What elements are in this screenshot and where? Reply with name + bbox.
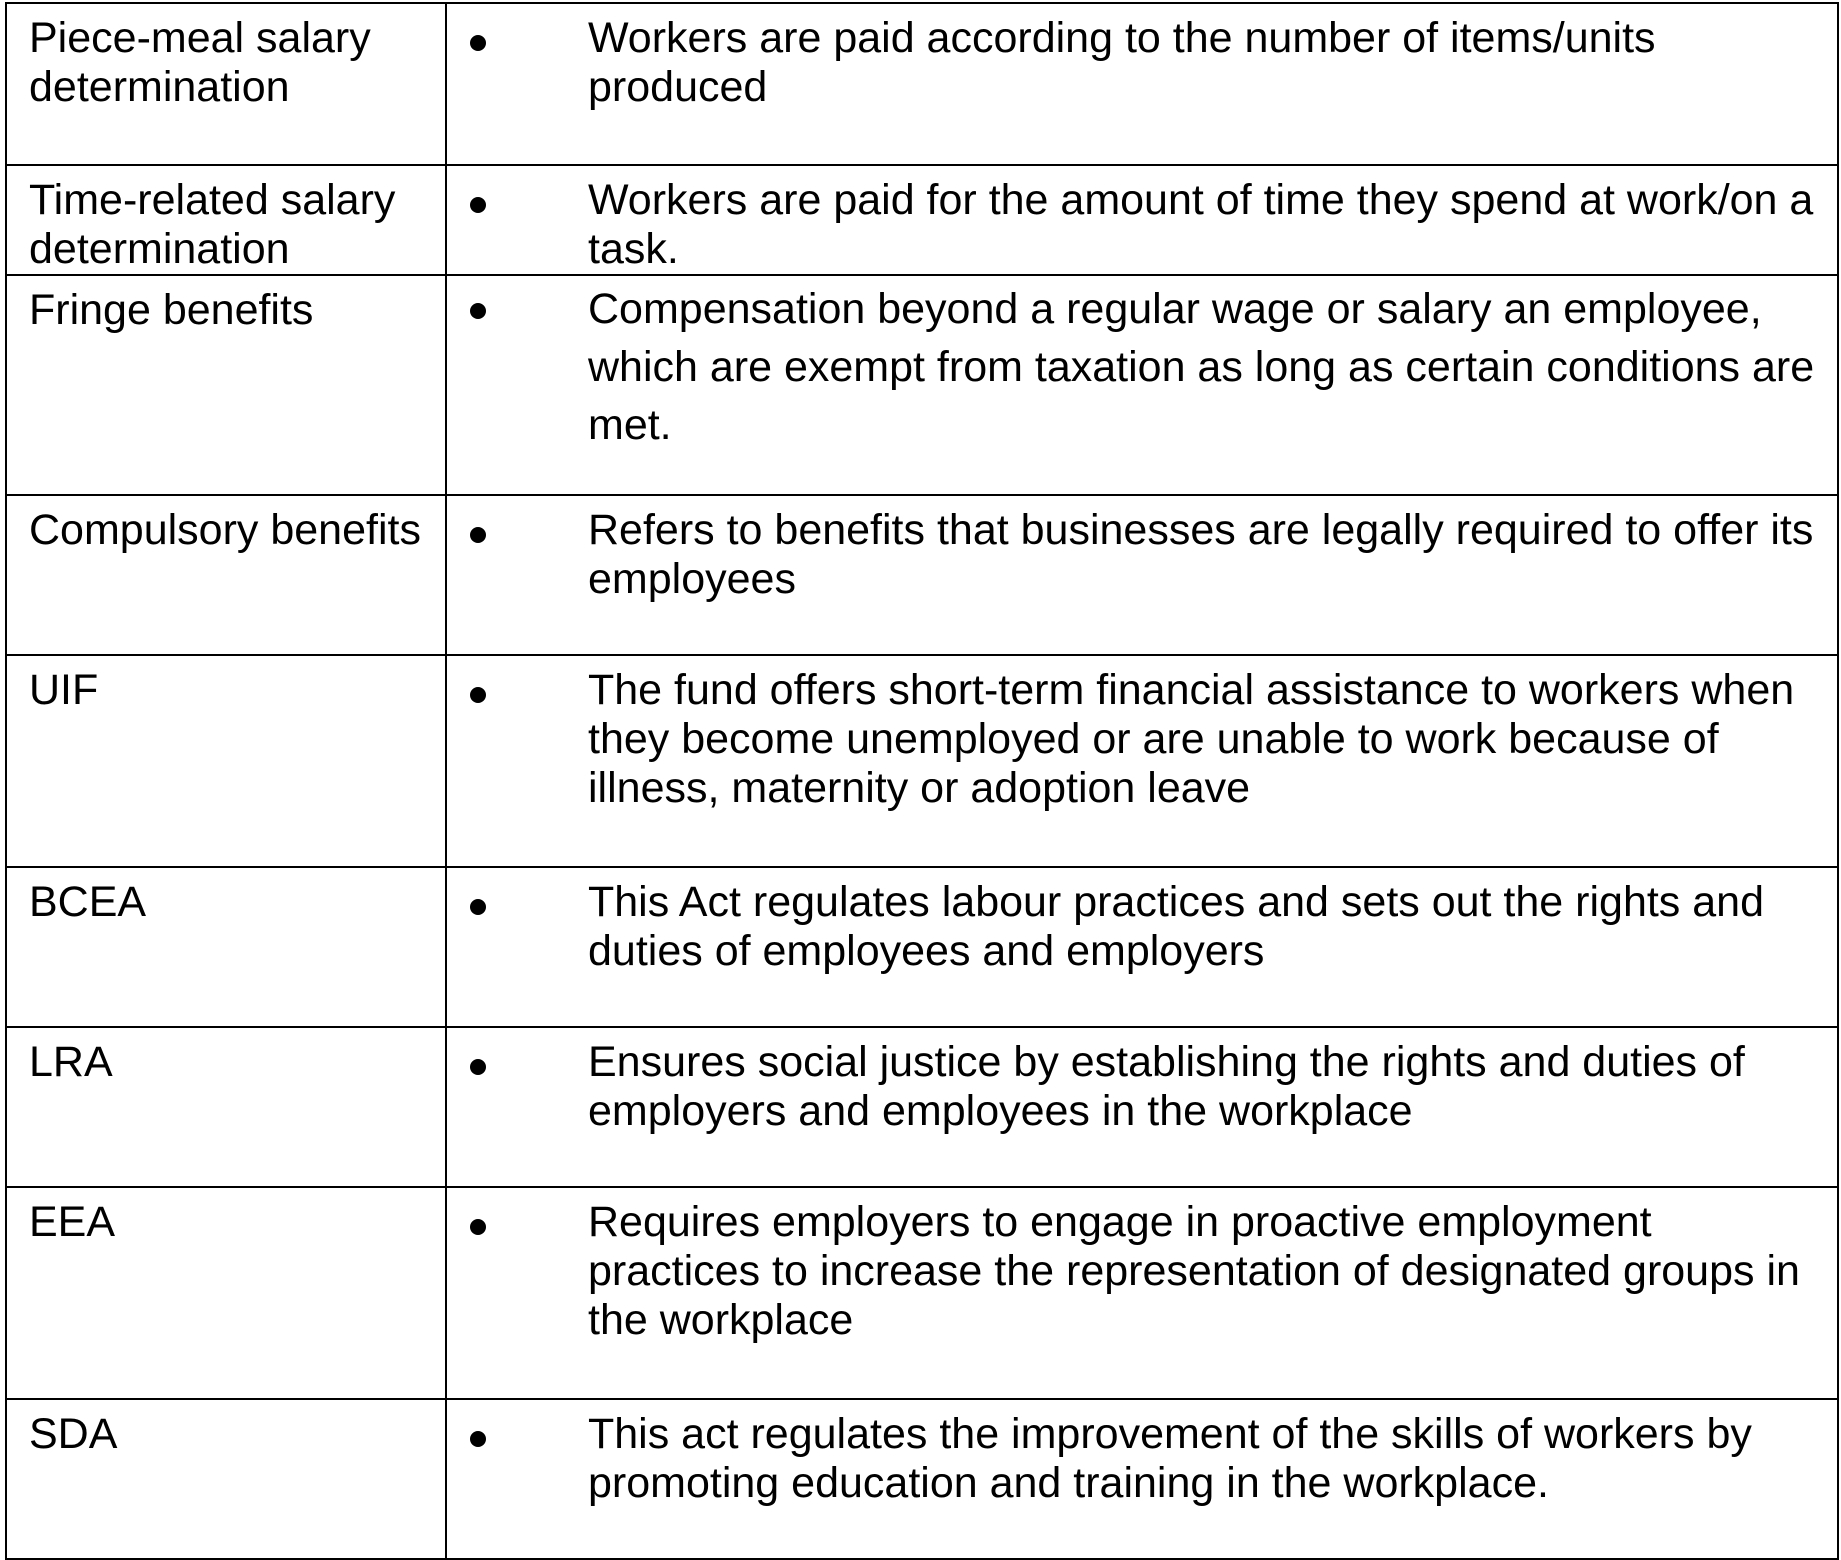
term-cell: Compulsory benefits <box>6 495 446 655</box>
description-cell <box>446 655 1838 867</box>
bullet-icon <box>470 1059 486 1075</box>
description-cell <box>446 1399 1838 1559</box>
term-cell: UIF <box>6 655 446 867</box>
table-row <box>6 867 1838 1027</box>
term-cell: SDA <box>6 1399 446 1559</box>
description-cell <box>446 495 1838 655</box>
table-row <box>6 165 1838 275</box>
term-cell: Piece-meal salary determination <box>6 3 446 165</box>
table-row <box>6 1187 1838 1399</box>
description-text: Compensation beyond a regular wage or salary an employee, which are exempt from taxation as long as certain conditions are met. <box>588 285 1815 449</box>
description-text: Requires employers to engage in proactive employment practices to increase the representation of designated groups in the workplace <box>588 1198 1800 1344</box>
description-cell <box>446 275 1838 495</box>
bullet-icon <box>470 1219 486 1235</box>
table-row <box>6 1399 1838 1559</box>
description-text: Ensures social justice by establishing the rights and duties of employers and employees in the workplace <box>588 1038 1745 1135</box>
table-row <box>6 3 1838 165</box>
description-cell <box>446 1027 1838 1187</box>
term-cell: EEA <box>6 1187 446 1399</box>
term-cell: BCEA <box>6 867 446 1027</box>
term-cell: Time-related salary determination <box>6 165 446 275</box>
description-cell <box>446 165 1838 275</box>
term-cell: Fringe benefits <box>6 275 446 495</box>
description-text: Refers to benefits that businesses are legally required to offer its employees <box>588 506 1814 603</box>
term-cell: LRA <box>6 1027 446 1187</box>
bullet-icon <box>470 1431 486 1447</box>
description-cell <box>446 3 1838 165</box>
description-cell <box>446 1187 1838 1399</box>
description-cell <box>446 867 1838 1027</box>
bullet-icon <box>470 35 486 51</box>
description-text: Workers are paid according to the number of items/units produced <box>588 14 1656 111</box>
description-text: This act regulates the improvement of the skills of workers by promoting education and training in the workplace. <box>588 1410 1752 1507</box>
bullet-icon <box>470 527 486 543</box>
terms-table <box>5 2 1839 1560</box>
table-row <box>6 275 1838 495</box>
description-text: Workers are paid for the amount of time they spend at work/on a task. <box>588 176 1814 273</box>
bullet-icon <box>470 687 486 703</box>
table-row <box>6 1027 1838 1187</box>
bullet-icon <box>470 899 486 915</box>
table-row <box>6 495 1838 655</box>
description-text: The fund offers short-term financial assistance to workers when they become unemployed or are unable to work because of illness, maternity or adoption leave <box>588 666 1795 812</box>
bullet-icon <box>470 197 486 213</box>
description-text: This Act regulates labour practices and sets out the rights and duties of employees and employers <box>588 878 1764 975</box>
bullet-icon <box>470 303 486 319</box>
table-row <box>6 655 1838 867</box>
